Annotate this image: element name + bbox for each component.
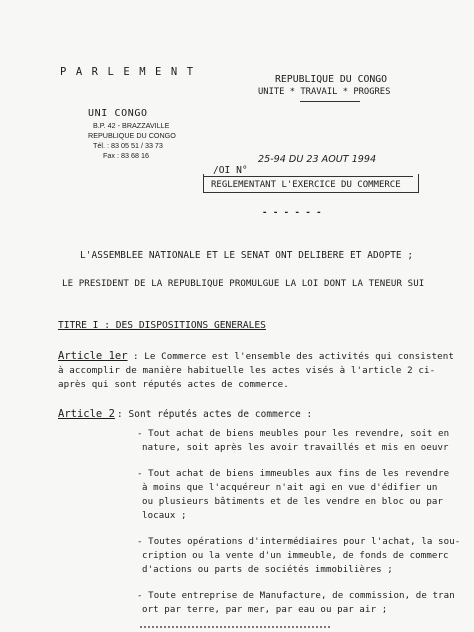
article-1-line-2: à accomplir de manière habituelle les actes visés à l'article 2 ci- (58, 365, 436, 376)
cut-off-text-fragment (140, 626, 330, 628)
article-2-item-2-line-1: - Tout achat de biens immeubles aux fins de les revendre (137, 469, 450, 479)
article-2-item-4-line-2: ort par terre, par mer, par eau ou par air ; (142, 605, 388, 615)
article-2-item-1-line-2: nature, soit après les avoir travaillés et mis en oeuvr (142, 443, 449, 453)
preamble-line-1: L'ASSEMBLEE NATIONALE ET LE SENAT ONT DELIBERE ET ADOPTE ; (80, 250, 414, 261)
national-motto: UNITE * TRAVAIL * PROGRES (258, 87, 391, 97)
article-1-line-1: : Le Commerce est l'ensemble des activités qui consistent (133, 351, 454, 362)
article-2-item-2-line-4: locaux ; (142, 511, 187, 521)
article-2-item-1-line-1: - Tout achat de biens meubles pour les revendre, soit en (137, 429, 450, 439)
law-subject-bracket (203, 174, 419, 193)
parlement-heading: P A R L E M E N T (60, 66, 195, 78)
article-2-item-3-line-2: cription ou la vente d'un immeuble, de fonds de commerc (142, 551, 449, 561)
fax-line: Fax : 83 68 16 (103, 151, 149, 160)
country-line: REPUBLIQUE DU CONGO (88, 131, 176, 140)
article-2-item-2-line-3: ou plusieurs bâtiments et de les vendre en bloc ou par (142, 497, 444, 507)
law-subject: REGLEMENTANT L'EXERCICE DU COMMERCE (211, 180, 401, 190)
postal-box: B.P. 42 - BRAZZAVILLE (93, 121, 170, 130)
republic-heading: REPUBLIQUE DU CONGO (275, 74, 388, 85)
article-2-item-2-line-2: à moins que l'acquéreur n'ait agi en vue d'édifier un (142, 483, 438, 493)
telephone-line: Tél. : 83 05 51 / 33 73 (93, 141, 163, 150)
article-2-intro: : Sont réputés actes de commerce : (117, 409, 313, 420)
law-number-prefix: /OI N° (213, 165, 248, 176)
preamble-line-2: LE PRESIDENT DE LA REPUBLIQUE PROMULGUE LA LOI DONT LA TENEUR SUI (62, 279, 425, 289)
article-2-item-3-line-3: d'actions ou parts de sociétés immobilières ; (142, 565, 393, 575)
org-name: UNI CONGO (88, 108, 148, 119)
law-separator: - - - - - - (262, 208, 322, 218)
law-number-date: 25-94 DU 23 AOUT 1994 (258, 154, 377, 165)
article-2-label: Article 2 (58, 408, 115, 420)
article-2-item-4-line-1: - Toute entreprise de Manufacture, de commission, de tran (137, 591, 455, 601)
article-1-label: Article 1er (58, 350, 128, 362)
title-one: TITRE I : DES DISPOSITIONS GENERALES (58, 320, 266, 331)
article-2-item-3-line-1: - Toutes opérations d'intermédiaires pour l'achat, la sou- (137, 537, 461, 547)
article-1-line-3: après qui sont réputés actes de commerce. (58, 379, 289, 390)
motto-separator-line (300, 101, 360, 102)
